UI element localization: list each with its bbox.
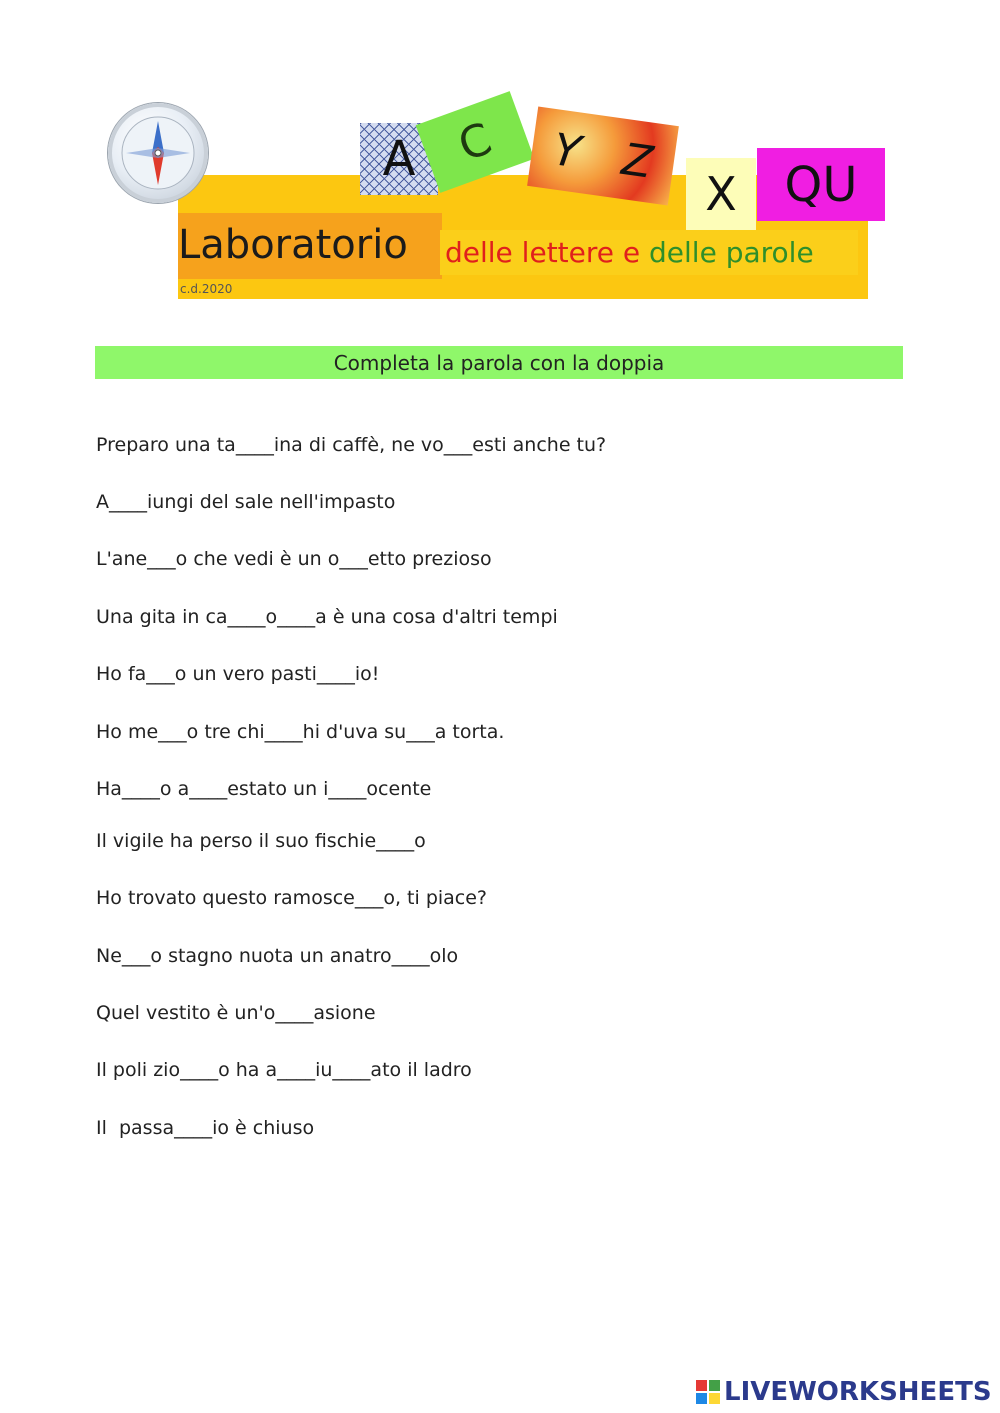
exercise-line[interactable]: A____iungi del sale nell'impasto — [96, 491, 396, 513]
instruction-bar — [95, 346, 903, 379]
exercise-line[interactable]: Preparo una ta____ina di caffè, ne vo___esti anche tu? — [96, 434, 607, 456]
letter-tile-x: X — [686, 158, 756, 230]
exercise-line[interactable]: Ne___o stagno nuota un anatro____olo — [96, 945, 459, 967]
letter-y: Y — [550, 123, 584, 179]
banner-title: Laboratorio — [178, 222, 408, 268]
letter-tile-c: C — [416, 91, 535, 193]
letter-tile-a: A — [360, 123, 438, 195]
exercise-line[interactable]: Ho trovato questo ramosce___o, ti piace? — [96, 887, 488, 909]
liveworksheets-logo-icon — [696, 1380, 720, 1404]
subtitle-red: delle lettere e — [445, 236, 641, 269]
exercise-line[interactable]: Il passa____io è chiuso — [96, 1117, 315, 1139]
footer-brand-text: LIVEWORKSHEETS — [724, 1377, 992, 1407]
exercise-line[interactable]: L'ane___o che vedi è un o___etto prezioso — [96, 548, 492, 570]
logo-square-3 — [696, 1393, 707, 1404]
exercise-line[interactable]: Il vigile ha perso il suo fischie____o — [96, 830, 426, 852]
letter-z: Z — [618, 133, 656, 189]
banner-credit: c.d.2020 — [180, 282, 233, 296]
banner-subtitle — [445, 236, 814, 269]
exercise-line[interactable]: Ho fa___o un vero pasti____io! — [96, 663, 380, 685]
exercise-line[interactable]: Una gita in ca____o____a è una cosa d'altri tempi — [96, 606, 558, 628]
compass-icon — [108, 103, 208, 203]
header-banner — [0, 0, 1000, 320]
letter-tile-qu: QU — [757, 148, 885, 221]
logo-square-2 — [709, 1380, 720, 1391]
exercise-line[interactable]: Ho me___o tre chi____hi d'uva su___a torta. — [96, 721, 505, 743]
logo-square-4 — [709, 1393, 720, 1404]
exercise-line[interactable]: Quel vestito è un'o____asione — [96, 1002, 376, 1024]
exercise-line[interactable]: Ha____o a____estato un i____ocente — [96, 778, 432, 800]
logo-square-1 — [696, 1380, 707, 1391]
exercise-line[interactable]: Il poli zio____o ha a____iu____ato il ladro — [96, 1059, 472, 1081]
footer-brand[interactable] — [696, 1377, 992, 1407]
instruction-text: Completa la parola con la doppia — [333, 350, 665, 375]
subtitle-green: delle parole — [649, 236, 814, 269]
